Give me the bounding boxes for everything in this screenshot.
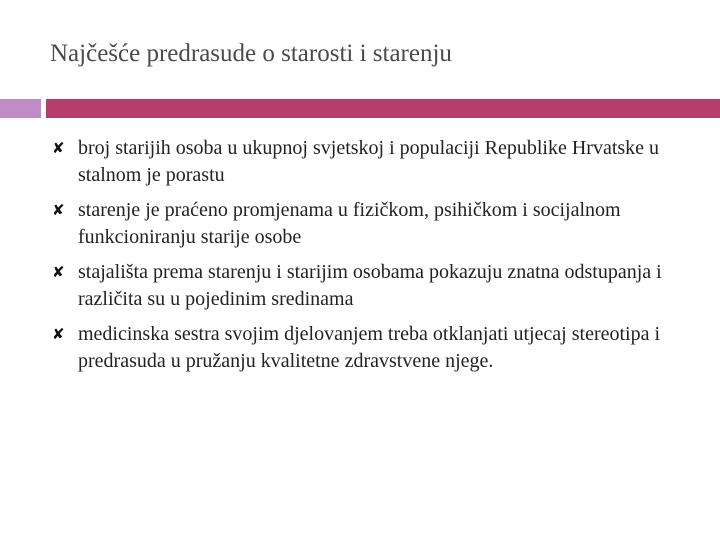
cross-mark-icon: ✘ xyxy=(52,263,65,281)
bullet-list xyxy=(52,135,692,383)
slide-title: Najčešće predrasude o starosti i starenju xyxy=(50,40,452,67)
accent-block xyxy=(0,99,41,118)
cross-mark-icon: ✘ xyxy=(52,201,65,219)
bullet-text: starenje je praćeno promjenama u fizičkom, psihičkom i socijalnom funkcioniranju starije osobe xyxy=(78,199,621,248)
bullet-item xyxy=(52,321,692,375)
bullet-text: medicinska sestra svojim djelovanjem treba otklanjati utjecaj stereotipa i predrasuda u pružanju kvalitetne zdravstvene njege. xyxy=(78,323,661,372)
cross-mark-icon: ✘ xyxy=(52,325,65,343)
bullet-text: broj starijih osoba u ukupnoj svjetskoj i populaciji Republike Hrvatske u stalnom je porastu xyxy=(78,137,660,186)
bullet-item xyxy=(52,259,692,313)
bullet-text: stajališta prema starenju i starijim osobama pokazuju znatna odstupanja i različita su u pojedinim sredinama xyxy=(78,261,662,310)
bullet-item xyxy=(52,135,692,189)
bullet-item xyxy=(52,197,692,251)
cross-mark-icon: ✘ xyxy=(52,139,65,157)
accent-bar xyxy=(46,99,720,118)
